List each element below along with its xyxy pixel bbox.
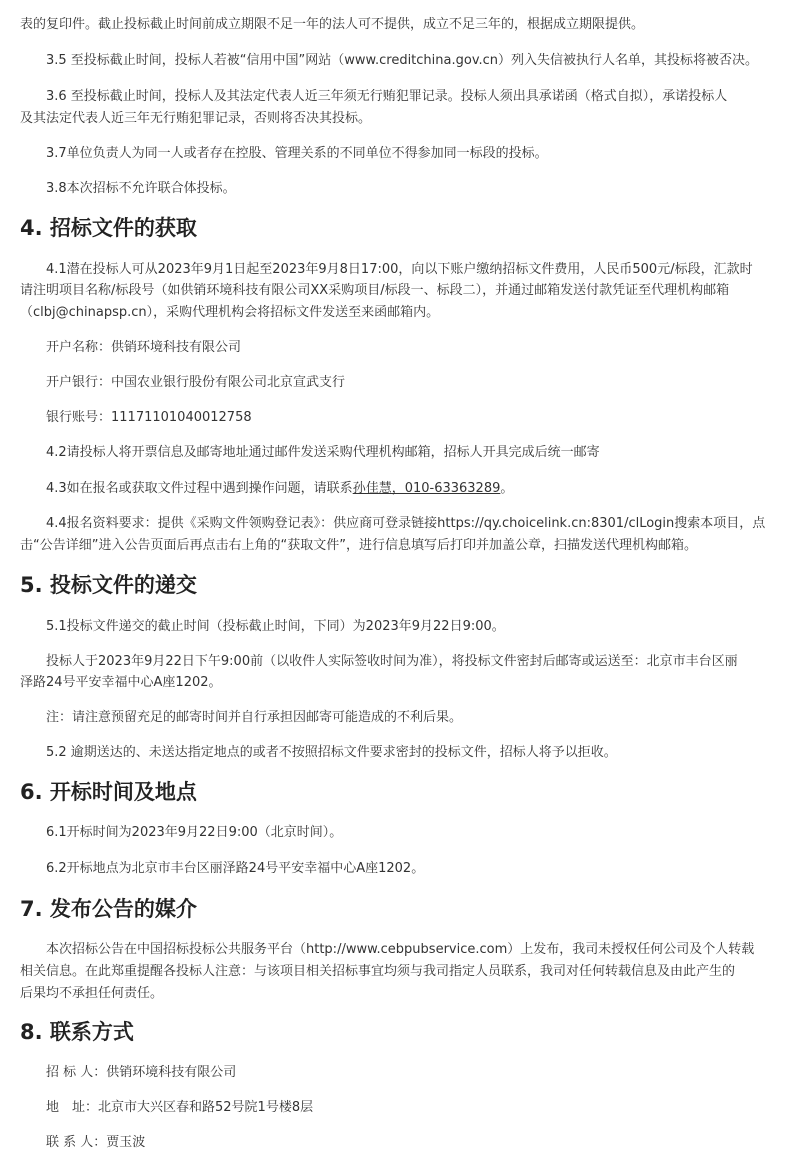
clause-4-3-suffix: 。	[500, 481, 514, 496]
clause-4-4-line2: 击“公告详细”进入公告页面后再点击右上角的“获取文件”，进行信息填写后打印并加盖公章，扫描发送代理机构邮箱。	[20, 538, 697, 553]
clause-4-3-prefix: 4.3如在报名或获取文件过程中遇到操作问题，请联系	[46, 481, 353, 496]
clause-4-1-line3: （clbj@chinapsp.cn），采购代理机构会将招标文件发送至来函邮箱内。	[20, 305, 440, 320]
s3-continuation-paragraph: 表的复印件。截止投标截止时间前成立期限不足一年的法人可不提供，成立不足三年的，根据成立期限提供。	[20, 17, 645, 32]
clause-4-1-line1: 4.1潜在投标人可从2023年9月1日起至2023年9月8日17:00，向以下账户缴纳招标文件费用，人民币500元/标段，汇款时	[46, 262, 753, 277]
tenderer: 招 标 人：供销环境科技有限公司	[46, 1065, 237, 1080]
clause-4-1-line2: 请注明项目名称/标段号（如供销环境科技有限公司XX采购项目/标段一、标段二），并通过邮箱发送付款凭证至代理机构邮箱	[20, 283, 730, 298]
media-line2: 相关信息。在此郑重提醒各投标人注意：与该项目相关招标事宜均须与我司指定人员联系，我司对任何转载信息及由此产生的	[20, 964, 736, 979]
clause-4-4-line1: 4.4报名资料要求：提供《采购文件领购登记表》：供应商可登录链接https://qy.choicelink.cn:8301/clLogin搜索本项目，点	[46, 516, 766, 531]
section-4-heading: 4. 招标文件的获取	[20, 216, 197, 240]
delivery-note: 注：请注意预留充足的邮寄时间并自行承担因邮寄可能造成的不利后果。	[46, 710, 463, 725]
section-6-heading: 6. 开标时间及地点	[20, 780, 197, 804]
account-number: 银行账号：11171101040012758	[46, 410, 252, 425]
delivery-line1: 投标人于2023年9月22日下午9:00前（以收件人实际签收时间为准），将投标文件密封后邮寄或运送至：北京市丰台区丽	[46, 654, 738, 669]
section-8-heading: 8. 联系方式	[20, 1020, 134, 1044]
clause-4-2: 4.2请投标人将开票信息及邮寄地址通过邮件发送采购代理机构邮箱，招标人开具完成后统一邮寄	[46, 445, 600, 460]
clause-5-2: 5.2 逾期送达的、未送达指定地点的或者不按照招标文件要求密封的投标文件，招标人将予以拒收。	[46, 745, 617, 760]
contact-phone-link[interactable]: 孙佳慧，010-63363289	[352, 481, 501, 496]
bank-name: 开户银行：中国农业银行股份有限公司北京宣武支行	[46, 375, 346, 390]
section-5-heading: 5. 投标文件的递交	[20, 573, 197, 597]
clause-6-2: 6.2开标地点为北京市丰台区丽泽路24号平安幸福中心A座1202。	[46, 861, 425, 876]
clause-4-3	[46, 478, 513, 501]
media-line1: 本次招标公告在中国招标投标公共服务平台（http://www.cebpubservice.com）上发布，我司未授权任何公司及个人转载	[46, 942, 755, 957]
clause-6-1: 6.1开标时间为2023年9月22日9:00（北京时间）。	[46, 825, 343, 840]
clause-3-5: 3.5 至投标截止时间，投标人若被“信用中国”网站（www.creditchina.gov.cn）列入失信被执行人名单，其投标将被否决。	[46, 53, 759, 68]
clause-3-8: 3.8本次招标不允许联合体投标。	[46, 181, 236, 196]
clause-5-1: 5.1投标文件递交的截止时间（投标截止时间，下同）为2023年9月22日9:00。	[46, 619, 505, 634]
delivery-line2: 泽路24号平安幸福中心A座1202。	[20, 675, 222, 690]
contact-person: 联 系 人：贾玉波	[46, 1135, 146, 1150]
section-7-heading: 7. 发布公告的媒介	[20, 897, 197, 921]
clause-3-6-line1: 3.6 至投标截止时间，投标人及其法定代表人近三年须无行贿犯罪记录。投标人须出具承诺函（格式自拟），承诺投标人	[46, 89, 728, 104]
media-line3: 后果均不承担任何责任。	[20, 986, 164, 1001]
clause-3-7: 3.7单位负责人为同一人或者存在控股、管理关系的不同单位不得参加同一标段的投标。	[46, 146, 548, 161]
clause-3-6-line2: 及其法定代表人近三年无行贿犯罪记录，否则将否决其投标。	[20, 111, 372, 126]
account-name: 开户名称：供销环境科技有限公司	[46, 340, 242, 355]
tenderer-address: 地 址：北京市大兴区春和路52号院1号楼8层	[46, 1100, 314, 1115]
